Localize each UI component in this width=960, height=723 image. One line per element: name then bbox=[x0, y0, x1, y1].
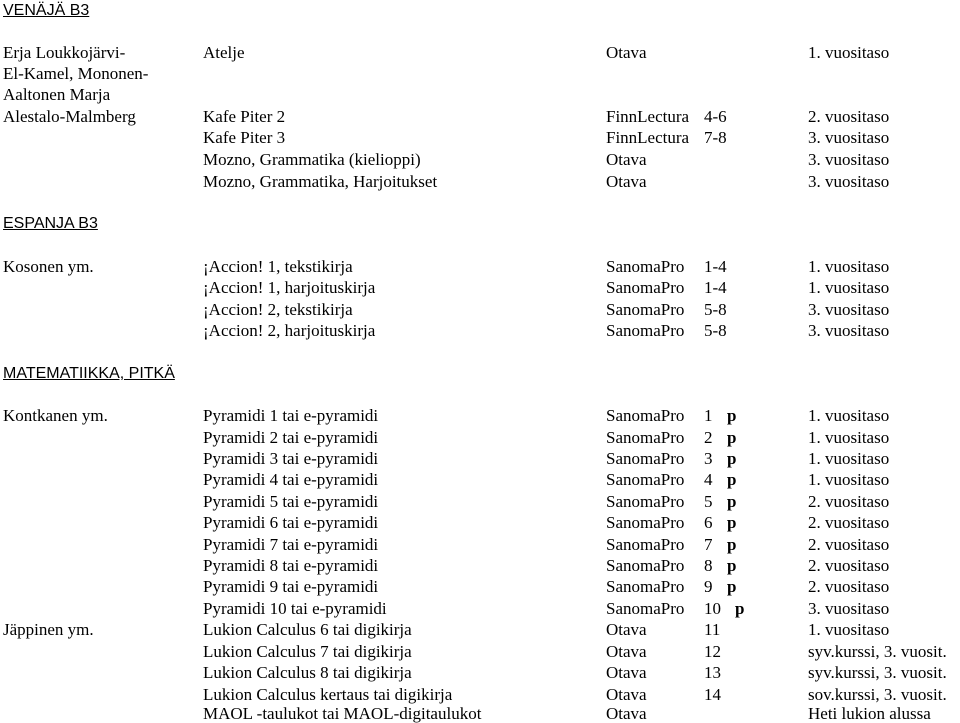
book-publisher: SanomaPro bbox=[606, 513, 685, 532]
book-publisher: Otava bbox=[606, 620, 647, 639]
book-number: 6 bbox=[704, 513, 713, 532]
book-level: 1. vuositaso bbox=[808, 43, 890, 62]
book-publisher: SanomaPro bbox=[606, 278, 685, 297]
book-number: 9 bbox=[704, 577, 713, 596]
book-publisher: FinnLectura bbox=[606, 107, 690, 126]
book-title: Pyramidi 5 tai e-pyramidi bbox=[203, 492, 379, 511]
book-level: 3. vuositaso bbox=[808, 128, 890, 147]
book-publisher: Otava bbox=[606, 150, 647, 169]
book-title: Lukion Calculus 8 tai digikirja bbox=[203, 663, 412, 682]
book-level: 2. vuositaso bbox=[808, 556, 890, 575]
book-title: Mozno, Grammatika (kielioppi) bbox=[203, 150, 421, 169]
book-p-marker: p bbox=[727, 535, 737, 554]
book-level: 1. vuositaso bbox=[808, 470, 890, 489]
book-publisher: SanomaPro bbox=[606, 428, 685, 447]
book-title: Pyramidi 10 tai e-pyramidi bbox=[203, 599, 387, 618]
book-publisher: SanomaPro bbox=[606, 535, 685, 554]
book-level: 1. vuositaso bbox=[808, 449, 890, 468]
book-p-marker: p bbox=[727, 577, 737, 596]
book-title: Pyramidi 6 tai e-pyramidi bbox=[203, 513, 379, 532]
book-p-marker: p bbox=[727, 556, 737, 575]
author-name: Erja Loukkojärvi- bbox=[3, 43, 126, 62]
book-publisher: SanomaPro bbox=[606, 470, 685, 489]
book-p-marker: p bbox=[727, 513, 737, 532]
book-publisher: SanomaPro bbox=[606, 449, 685, 468]
book-title: MAOL -taulukot tai MAOL-digitaulukot bbox=[203, 704, 482, 723]
book-p-marker: p bbox=[727, 406, 737, 425]
book-publisher: Otava bbox=[606, 642, 647, 661]
book-title: ¡Accion! 2, harjoituskirja bbox=[203, 321, 376, 340]
book-number: 4-6 bbox=[704, 107, 727, 126]
book-publisher: SanomaPro bbox=[606, 300, 685, 319]
section-heading-math: MATEMATIIKKA, PITKÄ bbox=[3, 365, 175, 382]
book-title: Pyramidi 4 tai e-pyramidi bbox=[203, 470, 379, 489]
author-name: Kontkanen ym. bbox=[3, 406, 108, 425]
book-title: ¡Accion! 1, tekstikirja bbox=[203, 257, 353, 276]
book-publisher: SanomaPro bbox=[606, 556, 685, 575]
book-title: Pyramidi 1 tai e-pyramidi bbox=[203, 406, 379, 425]
book-publisher: SanomaPro bbox=[606, 577, 685, 596]
book-title: Lukion Calculus 6 tai digikirja bbox=[203, 620, 412, 639]
book-level: Heti lukion alussa bbox=[808, 704, 931, 723]
book-p-marker: p bbox=[727, 492, 737, 511]
book-title: Pyramidi 8 tai e-pyramidi bbox=[203, 556, 379, 575]
book-level: 1. vuositaso bbox=[808, 406, 890, 425]
book-title: Pyramidi 2 tai e-pyramidi bbox=[203, 428, 379, 447]
book-number: 1-4 bbox=[704, 278, 727, 297]
book-number: 2 bbox=[704, 428, 713, 447]
book-number: 10 bbox=[704, 599, 721, 618]
book-publisher: SanomaPro bbox=[606, 257, 685, 276]
book-level: 2. vuositaso bbox=[808, 535, 890, 554]
book-publisher: Otava bbox=[606, 43, 647, 62]
book-publisher: Otava bbox=[606, 172, 647, 191]
book-publisher: Otava bbox=[606, 663, 647, 682]
book-level: syv.kurssi, 3. vuosit. bbox=[808, 663, 947, 682]
book-level: 1. vuositaso bbox=[808, 278, 890, 297]
section-heading-spanish: ESPANJA B3 bbox=[3, 215, 98, 232]
book-publisher: SanomaPro bbox=[606, 406, 685, 425]
book-p-marker: p bbox=[727, 470, 737, 489]
book-publisher: SanomaPro bbox=[606, 599, 685, 618]
book-title: ¡Accion! 1, harjoituskirja bbox=[203, 278, 376, 297]
author-name: Jäppinen ym. bbox=[3, 620, 94, 639]
section-heading-russian: VENÄJÄ B3 bbox=[3, 2, 90, 19]
book-title: Kafe Piter 3 bbox=[203, 128, 286, 147]
book-level: 3. vuositaso bbox=[808, 150, 890, 169]
book-number: 3 bbox=[704, 449, 713, 468]
book-number: 7-8 bbox=[704, 128, 727, 147]
book-title: Mozno, Grammatika, Harjoitukset bbox=[203, 172, 438, 191]
book-level: 1. vuositaso bbox=[808, 257, 890, 276]
book-number: 12 bbox=[704, 642, 721, 661]
book-level: 2. vuositaso bbox=[808, 513, 890, 532]
book-level: 3. vuositaso bbox=[808, 599, 890, 618]
book-number: 5 bbox=[704, 492, 713, 511]
book-level: 3. vuositaso bbox=[808, 300, 890, 319]
book-publisher: SanomaPro bbox=[606, 321, 685, 340]
book-number: 14 bbox=[704, 685, 721, 704]
book-level: 2. vuositaso bbox=[808, 492, 890, 511]
book-number: 7 bbox=[704, 535, 713, 554]
book-level: 2. vuositaso bbox=[808, 577, 890, 596]
book-publisher: FinnLectura bbox=[606, 128, 690, 147]
book-publisher: Otava bbox=[606, 704, 647, 723]
book-number: 4 bbox=[704, 470, 713, 489]
book-level: syv.kurssi, 3. vuosit. bbox=[808, 642, 947, 661]
book-number: 13 bbox=[704, 663, 721, 682]
book-p-marker: p bbox=[735, 599, 745, 618]
book-number: 5-8 bbox=[704, 321, 727, 340]
book-title: Lukion Calculus kertaus tai digikirja bbox=[203, 685, 453, 704]
book-p-marker: p bbox=[727, 428, 737, 447]
book-title: Pyramidi 3 tai e-pyramidi bbox=[203, 449, 379, 468]
book-title: Atelje bbox=[203, 43, 245, 62]
book-level: 1. vuositaso bbox=[808, 428, 890, 447]
book-publisher: SanomaPro bbox=[606, 492, 685, 511]
book-level: 3. vuositaso bbox=[808, 172, 890, 191]
book-number: 8 bbox=[704, 556, 713, 575]
book-level: 2. vuositaso bbox=[808, 107, 890, 126]
book-number: 1-4 bbox=[704, 257, 727, 276]
author-name: Kosonen ym. bbox=[3, 257, 94, 276]
book-title: Kafe Piter 2 bbox=[203, 107, 286, 126]
book-title: Lukion Calculus 7 tai digikirja bbox=[203, 642, 412, 661]
book-title: ¡Accion! 2, tekstikirja bbox=[203, 300, 353, 319]
book-level: 3. vuositaso bbox=[808, 321, 890, 340]
book-level: sov.kurssi, 3. vuosit. bbox=[808, 685, 947, 704]
book-title: Pyramidi 7 tai e-pyramidi bbox=[203, 535, 379, 554]
author-name: Aaltonen Marja bbox=[3, 85, 111, 104]
book-number: 5-8 bbox=[704, 300, 727, 319]
book-number: 1 bbox=[704, 406, 713, 425]
book-level: 1. vuositaso bbox=[808, 620, 890, 639]
book-p-marker: p bbox=[727, 449, 737, 468]
author-name: Alestalo-Malmberg bbox=[3, 107, 136, 126]
book-publisher: Otava bbox=[606, 685, 647, 704]
author-name: El-Kamel, Mononen- bbox=[3, 64, 149, 83]
book-title: Pyramidi 9 tai e-pyramidi bbox=[203, 577, 379, 596]
book-number: 11 bbox=[704, 620, 721, 639]
